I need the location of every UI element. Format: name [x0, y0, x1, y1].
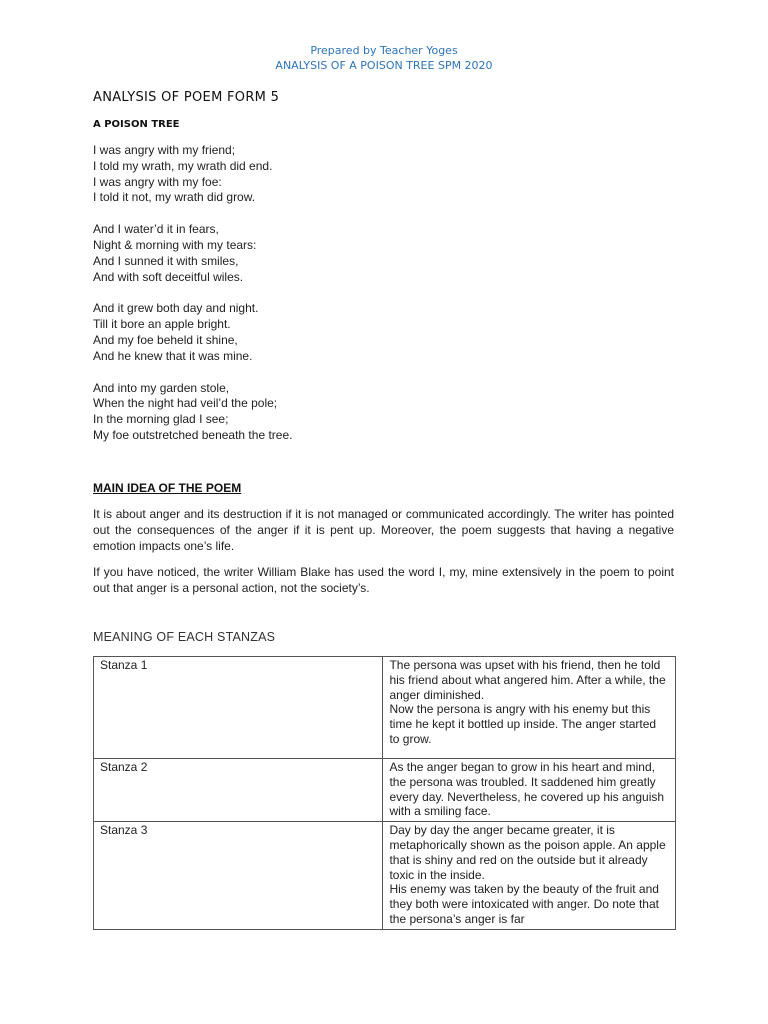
main-idea-paragraph-1: It is about anger and its destruction if it is not managed or communicated accordingly. The writer has pointed out the consequences of the anger if it is pent up. Moreover, the poem suggests that having a negative emotion impacts one’s life. [93, 507, 674, 553]
poem-line: In the morning glad I see; [93, 412, 229, 427]
poem-line: When the night had veil’d the pole; [93, 396, 278, 411]
table-row [94, 822, 676, 930]
main-idea-paragraph-2: If you have noticed, the writer William Blake has used the word I, my, mine extensively in the poem to point out that anger is a personal action, not the society’s. [93, 565, 674, 595]
poem-line: And with soft deceitful wiles. [93, 269, 244, 284]
table-row [94, 657, 676, 759]
poem-line: I told my wrath, my wrath did end. [93, 158, 273, 173]
poem-title: A POISON TREE [93, 119, 180, 130]
poem-stanza-3 [93, 301, 292, 364]
meaning-heading: MEANING OF EACH STANZAS [93, 630, 276, 644]
poem-line: And into my garden stole, [93, 380, 230, 395]
stanza-meaning-table [93, 656, 676, 930]
poem-line: And he knew that it was mine. [93, 348, 253, 363]
stanza-label: Stanza 2 [94, 759, 383, 822]
poem-stanza-2 [93, 222, 292, 285]
poem-line: And my foe beheld it shine, [93, 332, 238, 347]
stanza-label: Stanza 1 [94, 657, 383, 759]
document-title: ANALYSIS OF POEM FORM 5 [93, 90, 280, 105]
poem-text [93, 143, 292, 460]
poem-line: I told it not, my wrath did grow. [93, 190, 256, 205]
stanza-meaning: Day by day the anger became greater, it is metaphorically shown as the poison apple. An apple that is shiny and red on the outside but it already toxic in the inside. His enemy was taken by the beauty of the fruit and they both were intoxicated with anger. Do note that the persona’s anger is far [383, 822, 676, 930]
stanza-meaning: As the anger began to grow in his heart and mind, the persona was troubled. It saddened him greatly every day. Nevertheless, he covered up his anguish with a smiling face. [383, 759, 676, 822]
poem-line: Night & morning with my tears: [93, 237, 257, 252]
poem-stanza-1 [93, 143, 292, 206]
page-header [0, 43, 768, 73]
poem-line: And I sunned it with smiles, [93, 253, 239, 268]
poem-line: And I water’d it in fears, [93, 222, 219, 237]
table-row [94, 759, 676, 822]
document-subtitle: ANALYSIS OF A POISON TREE SPM 2020 [275, 59, 493, 72]
poem-stanza-4 [93, 381, 292, 444]
stanza-label: Stanza 3 [94, 822, 383, 930]
poem-line: My foe outstretched beneath the tree. [93, 427, 293, 442]
prepared-by: Prepared by Teacher Yoges [310, 44, 458, 57]
stanza-meaning: The persona was upset with his friend, then he told his friend about what angered him. After a while, the anger diminished. Now the persona is angry with his enemy but this time he kept it bottled up inside. The anger started to grow. [383, 657, 676, 759]
poem-line: Till it bore an apple bright. [93, 317, 231, 332]
main-idea-heading: MAIN IDEA OF THE POEM [93, 481, 242, 495]
poem-line: I was angry with my foe: [93, 174, 222, 189]
poem-line: I was angry with my friend; [93, 143, 236, 157]
poem-line: And it grew both day and night. [93, 301, 259, 316]
